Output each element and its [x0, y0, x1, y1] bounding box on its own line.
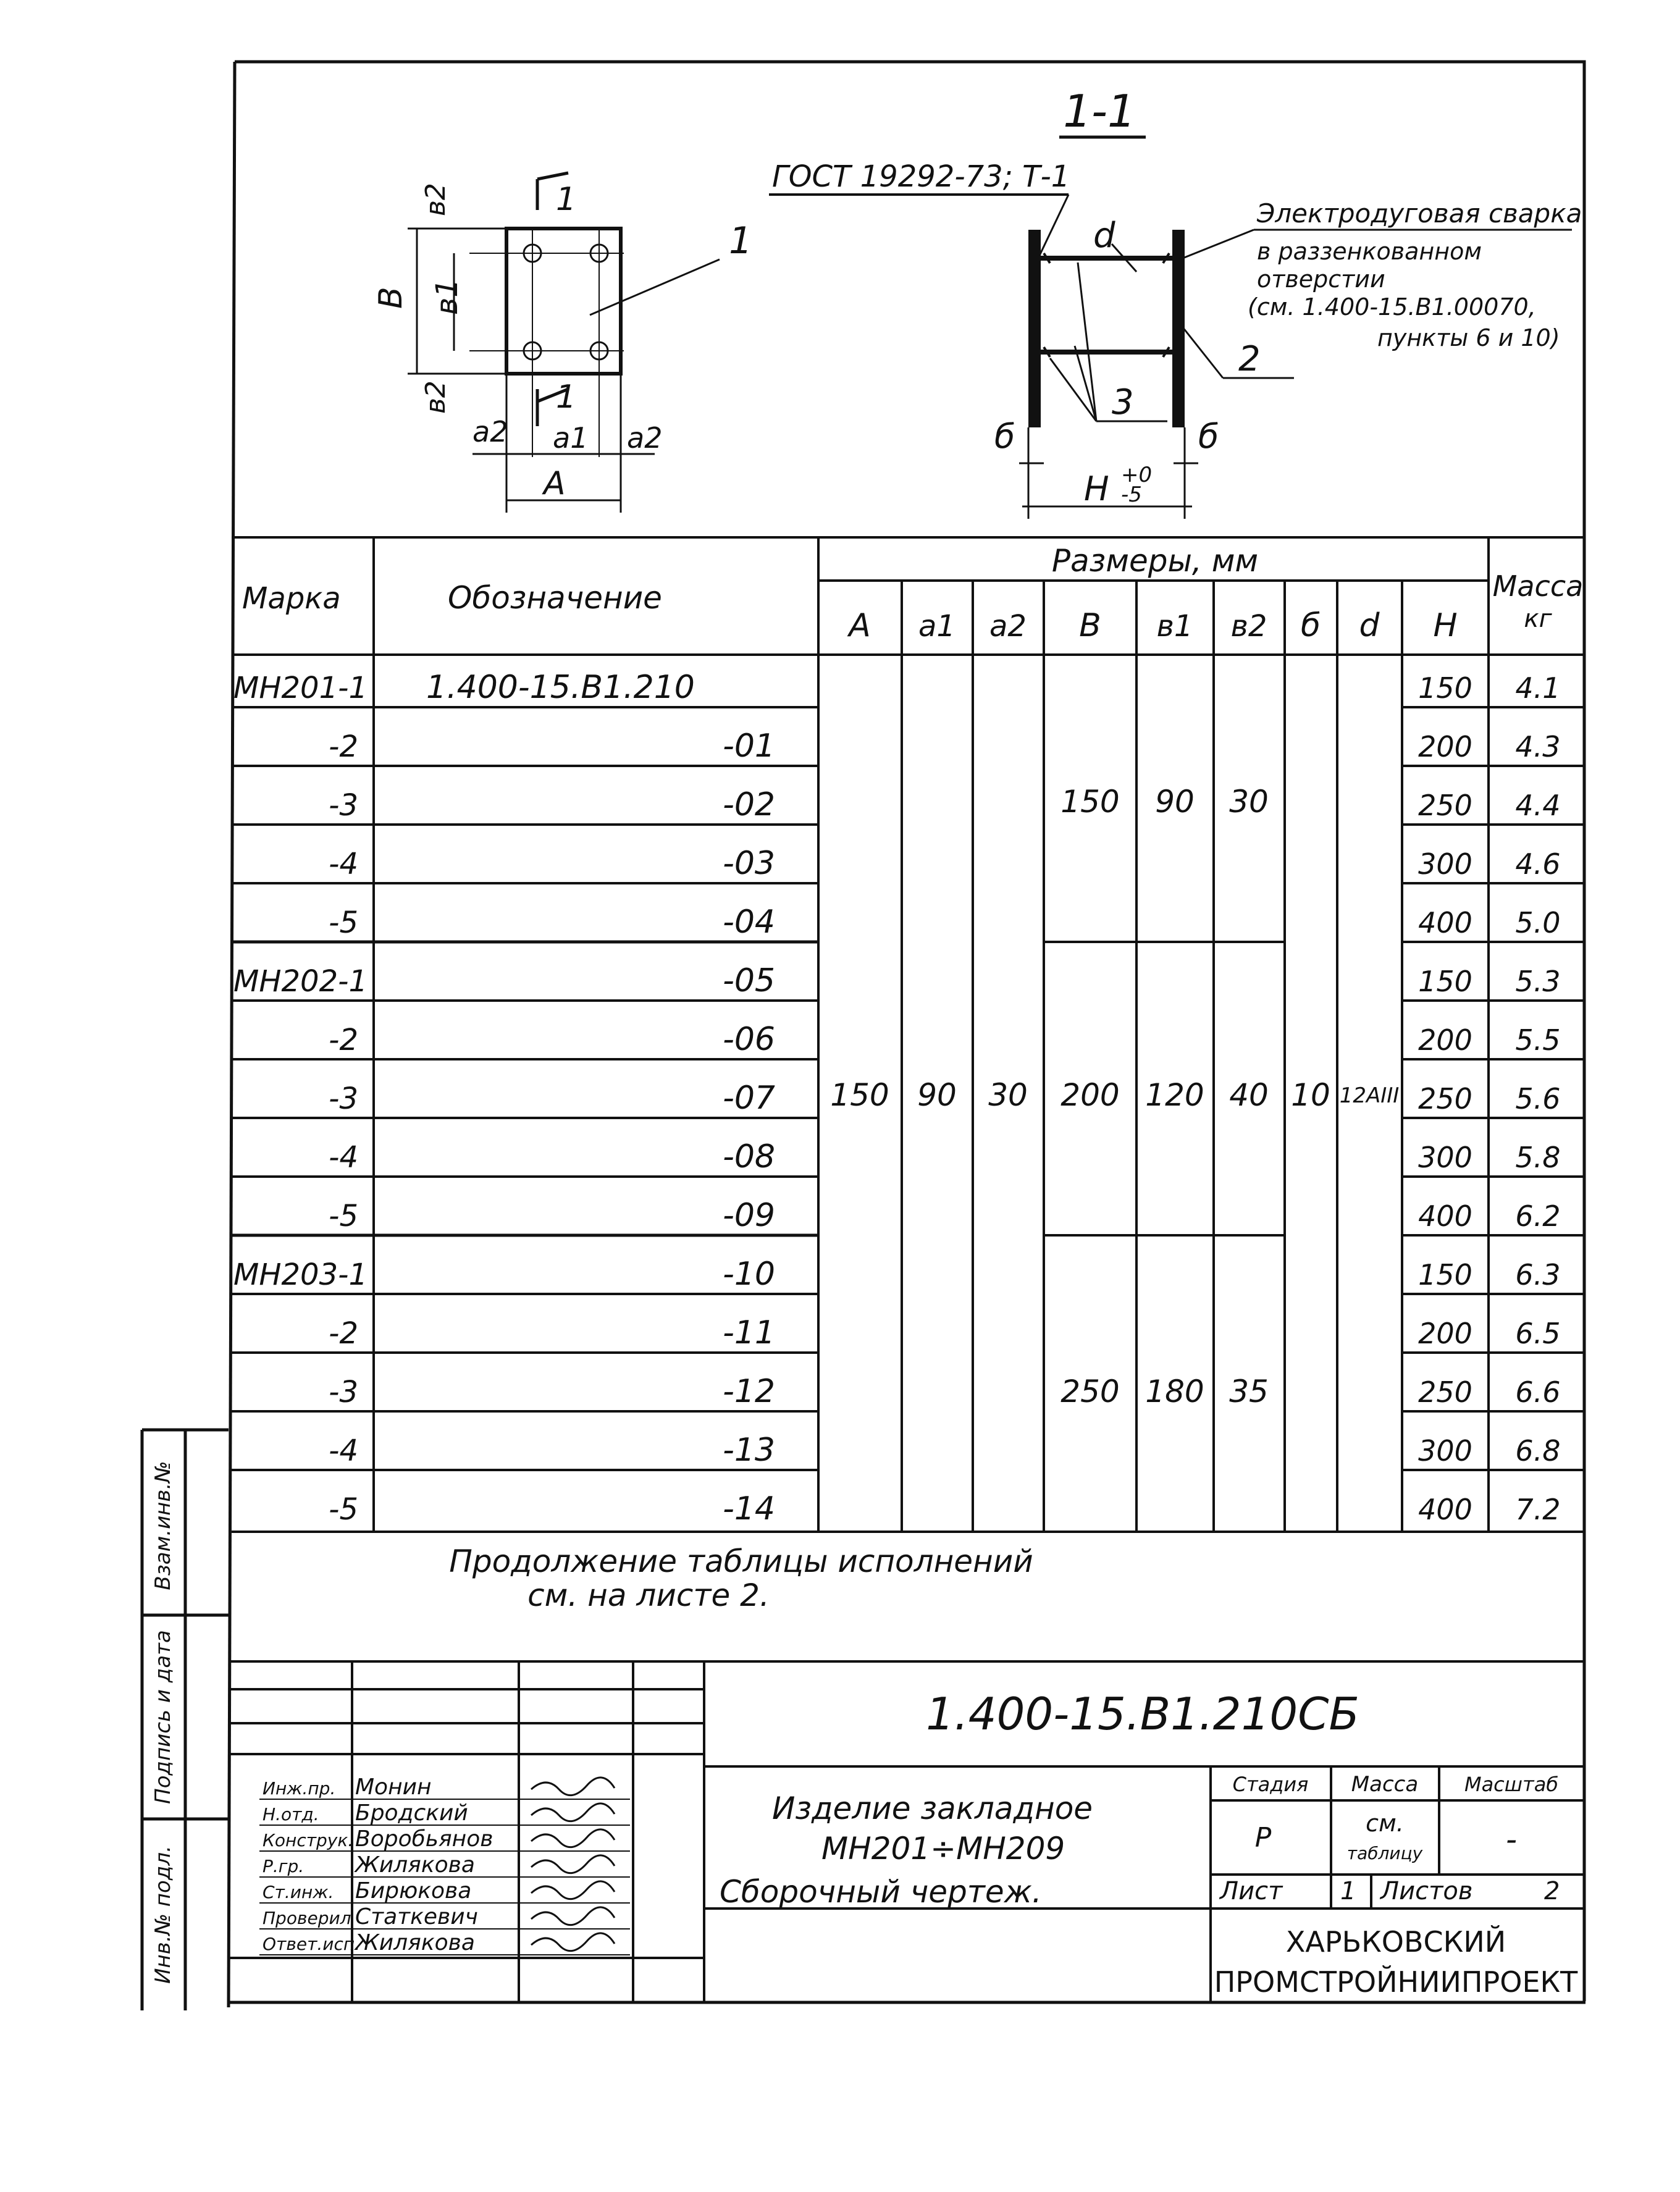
- row-height: 400: [1418, 906, 1472, 939]
- title-block: [720, 1688, 1578, 1999]
- row-mark: -2: [329, 1023, 358, 1057]
- row-designation: -08: [723, 1138, 775, 1175]
- row-height: 250: [1418, 1375, 1472, 1409]
- staff-name: Воробьянов: [355, 1826, 494, 1852]
- row-designation: -13: [723, 1432, 775, 1469]
- staff-role: Ответ.исп.: [262, 1934, 361, 1954]
- mass-value-line-1: см.: [1366, 1810, 1404, 1837]
- col-a2: а2: [989, 609, 1027, 644]
- dimension-A-label: А: [544, 465, 566, 502]
- value-delta: 10: [1291, 1077, 1330, 1113]
- row-designation: -01: [723, 728, 775, 765]
- row-mass: 6.3: [1515, 1258, 1561, 1291]
- mass-value-line-2: таблицу: [1346, 1843, 1423, 1863]
- signature-mark: [531, 1778, 615, 1795]
- callout-3: 3: [1112, 382, 1134, 422]
- row-mark: -5: [329, 1492, 358, 1527]
- staff-role: Н.отд.: [262, 1804, 319, 1825]
- continuation-note-line-1: Продолжение таблицы исполнений: [449, 1543, 1033, 1579]
- row-mass: 7.2: [1515, 1493, 1561, 1526]
- section-view: [769, 85, 1582, 519]
- row-mass: 6.2: [1515, 1199, 1561, 1233]
- row-height: 150: [1418, 1258, 1472, 1291]
- row-mark: -3: [329, 788, 358, 823]
- end-plate-left: [1028, 230, 1041, 427]
- row-mass: 6.6: [1515, 1375, 1561, 1409]
- weld-points: [524, 245, 608, 359]
- row-mark: -2: [329, 1316, 358, 1351]
- row-designation: -10: [723, 1256, 775, 1293]
- row-mass: 5.0: [1515, 906, 1561, 939]
- cut-label-bottom: 1: [556, 379, 577, 416]
- row-designation: -06: [723, 1021, 775, 1058]
- staff-name: Бирюкова: [355, 1878, 472, 1904]
- dimension-b1-label: в1: [430, 279, 464, 315]
- dimension-b2-bottom-label: в2: [420, 380, 452, 414]
- header-mass-unit: кг: [1524, 605, 1552, 633]
- group1-b2: 30: [1229, 784, 1269, 820]
- row-mass: 4.3: [1515, 730, 1561, 763]
- dimension-B-label: В: [372, 287, 410, 309]
- row-height: 250: [1418, 1082, 1472, 1115]
- header-designation: Обозначение: [448, 580, 662, 616]
- signature-mark: [531, 1829, 615, 1847]
- weld-note-line-2: в раззенкованном: [1257, 238, 1482, 265]
- row-height: 300: [1418, 847, 1472, 881]
- value-a2: 30: [988, 1077, 1028, 1113]
- group2-B: 200: [1060, 1077, 1120, 1113]
- row-height: 400: [1418, 1199, 1472, 1233]
- col-B: В: [1079, 607, 1101, 644]
- row-mark: МН203-1: [233, 1258, 368, 1292]
- weld-note-line-4: (см. 1.400-15.В1.00070,: [1248, 293, 1536, 321]
- weld-note-line-3: отверстии: [1257, 266, 1385, 293]
- continuation-note-line-2: см. на листе 2.: [527, 1577, 770, 1613]
- row-mass: 4.6: [1515, 847, 1561, 881]
- row-mass: 4.4: [1515, 789, 1561, 822]
- staff-role: Проверил: [262, 1908, 351, 1928]
- row-mass: 5.5: [1515, 1023, 1561, 1057]
- margin-stamp-inventory: Инв.№ подл.: [151, 1846, 175, 1984]
- row-height: 200: [1418, 1317, 1472, 1350]
- group1-B: 150: [1060, 784, 1120, 820]
- row-height: 250: [1418, 789, 1472, 822]
- scale-label: Масштаб: [1464, 1773, 1559, 1796]
- sheet-label: Лист: [1220, 1877, 1283, 1905]
- document-code: 1.400-15.В1.210СБ: [926, 1688, 1359, 1740]
- staff-role: Конструк.: [262, 1830, 354, 1850]
- col-delta: б: [1300, 607, 1321, 644]
- header-mass-label: Масса: [1492, 569, 1584, 603]
- gost-reference: ГОСТ 19292-73; Т-1: [772, 159, 1070, 194]
- staff-role: Ст.инж.: [262, 1882, 334, 1902]
- thickness-label-left: б: [994, 417, 1015, 456]
- weld-note-line-5: пункты 6 и 10): [1377, 324, 1560, 351]
- product-title-line-1: Изделие закладное: [772, 1791, 1093, 1826]
- row-height: 300: [1418, 1434, 1472, 1468]
- height-label: H: [1084, 469, 1109, 508]
- row-designation: -03: [723, 845, 775, 882]
- row-designation: 1.400-15.В1.210: [426, 669, 695, 706]
- value-a1: 90: [917, 1077, 957, 1113]
- table-header: [242, 543, 1583, 644]
- row-mark: -4: [329, 1140, 358, 1175]
- organization-line-2: ПРОМСТРОЙНИИПРОЕКТ: [1214, 1965, 1578, 1999]
- row-height: 200: [1418, 1023, 1472, 1057]
- staff-role: Инж.пр.: [262, 1778, 336, 1799]
- row-mark: МН201-1: [233, 671, 368, 705]
- col-a1: а1: [918, 609, 956, 644]
- header-sizes: Размеры, мм: [1051, 543, 1259, 579]
- row-mark: -3: [329, 1081, 358, 1116]
- row-mark: -5: [329, 1199, 358, 1233]
- callout-1: 1: [729, 219, 753, 262]
- row-height: 150: [1418, 965, 1472, 998]
- row-mark: -4: [329, 847, 358, 881]
- margin-stamp-signature: Подпись и дата: [151, 1630, 175, 1804]
- sheet-frame: [142, 62, 1586, 2010]
- thickness-label-right: б: [1198, 417, 1219, 456]
- staff-name: Жилякова: [355, 1852, 475, 1878]
- mass-label: Масса: [1351, 1772, 1419, 1797]
- plan-view: [372, 173, 752, 513]
- table-group-values: [1060, 784, 1269, 1409]
- row-designation: -05: [723, 962, 775, 999]
- group3-b2: 35: [1229, 1374, 1269, 1409]
- callout-2: 2: [1238, 339, 1261, 379]
- group1-b1: 90: [1155, 784, 1195, 820]
- staff-role: Р.гр.: [262, 1856, 304, 1876]
- sheets-label: Листов: [1380, 1877, 1473, 1905]
- col-b2: в2: [1230, 609, 1267, 644]
- header-mark: Марка: [242, 581, 341, 616]
- height-tolerance-upper: +0: [1121, 463, 1153, 487]
- value-d: 12AIII: [1339, 1083, 1400, 1108]
- section-title: 1-1: [1063, 85, 1136, 137]
- dimension-a1-label: а1: [553, 421, 589, 455]
- row-designation: -04: [723, 904, 775, 941]
- row-mass: 6.8: [1515, 1434, 1561, 1468]
- row-height: 400: [1418, 1493, 1472, 1526]
- dimension-b2-top-label: в2: [420, 183, 452, 216]
- group3-b1: 180: [1145, 1374, 1204, 1409]
- organization-line-1: ХАРЬКОВСКИЙ: [1285, 1925, 1506, 1959]
- col-d: d: [1359, 607, 1380, 644]
- cut-label-top: 1: [556, 181, 577, 218]
- drawing-type: Сборочный чертеж.: [720, 1874, 1042, 1910]
- row-mark: МН202-1: [233, 964, 368, 999]
- staff-list: [259, 1774, 630, 1955]
- staff-name: Монин: [355, 1774, 432, 1800]
- sheets-total: 2: [1544, 1877, 1560, 1905]
- scale-value: -: [1505, 1821, 1518, 1857]
- row-designation: -14: [723, 1490, 775, 1527]
- stage-label: Стадия: [1232, 1773, 1309, 1796]
- row-mass: 4.1: [1515, 671, 1561, 705]
- staff-name: Статкевич: [355, 1904, 478, 1930]
- row-mass: 5.6: [1515, 1082, 1561, 1115]
- stage-value: Р: [1254, 1822, 1272, 1854]
- product-title-line-2: МН201÷МН209: [821, 1831, 1065, 1867]
- group2-b2: 40: [1229, 1077, 1269, 1113]
- height-tolerance-lower: -5: [1121, 482, 1142, 507]
- row-height: 150: [1418, 671, 1472, 705]
- staff-name: Бродский: [355, 1800, 468, 1826]
- sheet-number: 1: [1340, 1877, 1356, 1905]
- row-mark: -4: [329, 1434, 358, 1468]
- col-b1: в1: [1156, 609, 1193, 644]
- row-mass: 5.8: [1515, 1141, 1561, 1174]
- group3-B: 250: [1060, 1374, 1120, 1409]
- row-height: 200: [1418, 730, 1472, 763]
- row-mark: -2: [329, 729, 358, 764]
- group2-b1: 120: [1145, 1077, 1204, 1113]
- signature-mark: [531, 1855, 615, 1873]
- row-designation: -12: [723, 1373, 775, 1410]
- row-designation: -07: [723, 1080, 775, 1117]
- continuation-note: [449, 1543, 1033, 1613]
- row-mass: 6.5: [1515, 1317, 1561, 1350]
- row-mark: -5: [329, 905, 358, 940]
- staff-name: Жилякова: [355, 1930, 475, 1955]
- row-mass: 5.3: [1515, 965, 1561, 998]
- value-A: 150: [830, 1077, 889, 1113]
- col-A: А: [849, 607, 871, 644]
- margin-stamps: [151, 1461, 175, 1984]
- signature-mark: [531, 1804, 615, 1821]
- row-designation: -09: [723, 1197, 775, 1234]
- dimension-a2-right-label: а2: [627, 421, 663, 455]
- signature-mark: [531, 1907, 615, 1925]
- margin-stamp-replacement: Взам.инв.№: [151, 1461, 175, 1590]
- signature-mark: [531, 1881, 615, 1899]
- signature-mark: [531, 1933, 615, 1951]
- row-mark: -3: [329, 1375, 358, 1409]
- row-designation: -02: [723, 786, 775, 823]
- weld-note-line-1: Электродуговая сварка: [1257, 198, 1582, 229]
- row-designation: -11: [723, 1314, 775, 1351]
- bar-diameter-label: d: [1093, 216, 1115, 256]
- row-height: 300: [1418, 1141, 1472, 1174]
- dimension-a2-left-label: а2: [472, 415, 508, 448]
- col-H: Н: [1433, 607, 1458, 644]
